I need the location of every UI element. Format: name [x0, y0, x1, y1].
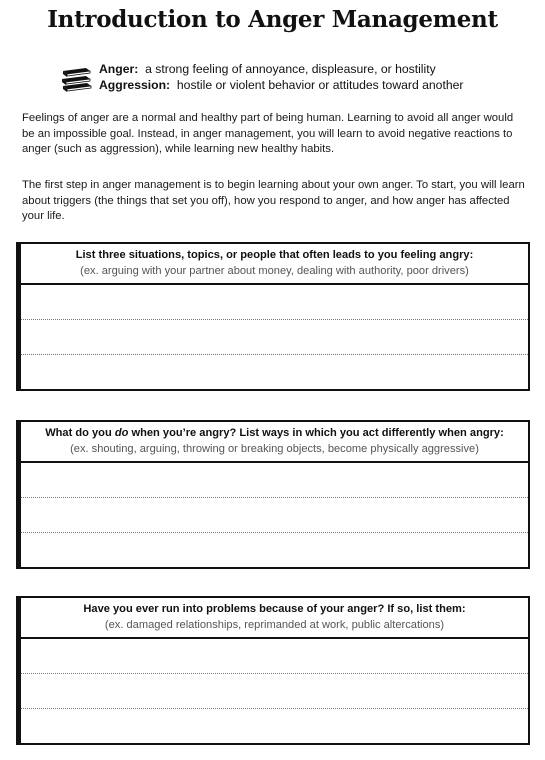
section-question: [21, 426, 528, 441]
intro-paragraph: Feelings of anger are a normal and healthy part of being human. Learning to avoid all anger would be an impossible goal. Instead, in anger management, you will learn to avoid negative reactions to anger (such as aggression), while learning new healthy habits.: [22, 112, 514, 156]
answer-line[interactable]: [21, 463, 528, 498]
section-question: Have you ever run into problems because of your anger? If so, list them:: [83, 603, 466, 615]
section-example: (ex. arguing with your partner about money, dealing with authority, poor drivers): [80, 265, 469, 277]
problems-section: [16, 596, 530, 745]
books-icon: [60, 67, 92, 93]
answer-line[interactable]: [21, 674, 528, 709]
section-example: (ex. damaged relationships, reprimanded at work, public altercations): [104, 619, 445, 631]
section-example: (ex. shouting, arguing, throwing or breaking objects, become physically aggressive): [70, 443, 479, 455]
triggers-section: [16, 242, 530, 391]
section-question: List three situations, topics, or people that often leads to you feeling angry:: [75, 249, 474, 261]
definition-anger: [99, 61, 463, 77]
section-header: [21, 422, 528, 463]
answer-line[interactable]: [21, 355, 528, 389]
answer-line[interactable]: [21, 639, 528, 674]
section-header: [21, 598, 528, 639]
section-header: [21, 244, 528, 285]
anger-term: Anger:: [99, 62, 139, 76]
answer-line[interactable]: [21, 320, 528, 355]
page-title: Introduction to Anger Management: [47, 6, 498, 33]
reactions-section: [16, 420, 530, 569]
aggression-definition: hostile or violent behavior or attitudes toward another: [176, 78, 464, 92]
answer-line[interactable]: [21, 709, 528, 743]
aggression-term: Aggression:: [99, 78, 171, 92]
question-text: when you’re angry? List ways in which you act differently when angry:: [128, 427, 504, 439]
anger-definition: a strong feeling of annoyance, displeasure, or hostility: [145, 62, 436, 76]
answer-line[interactable]: [21, 285, 528, 320]
first-step-paragraph: The first step in anger management is to begin learning about your own anger. To start, you will learn about triggers (the things that set you off), how you respond to anger, and how anger has affected your life.: [22, 179, 525, 223]
answer-line[interactable]: [21, 498, 528, 533]
question-emphasis: do: [114, 427, 129, 439]
question-text: What do you: [45, 427, 115, 439]
answer-line[interactable]: [21, 533, 528, 567]
definition-aggression: [99, 77, 463, 93]
